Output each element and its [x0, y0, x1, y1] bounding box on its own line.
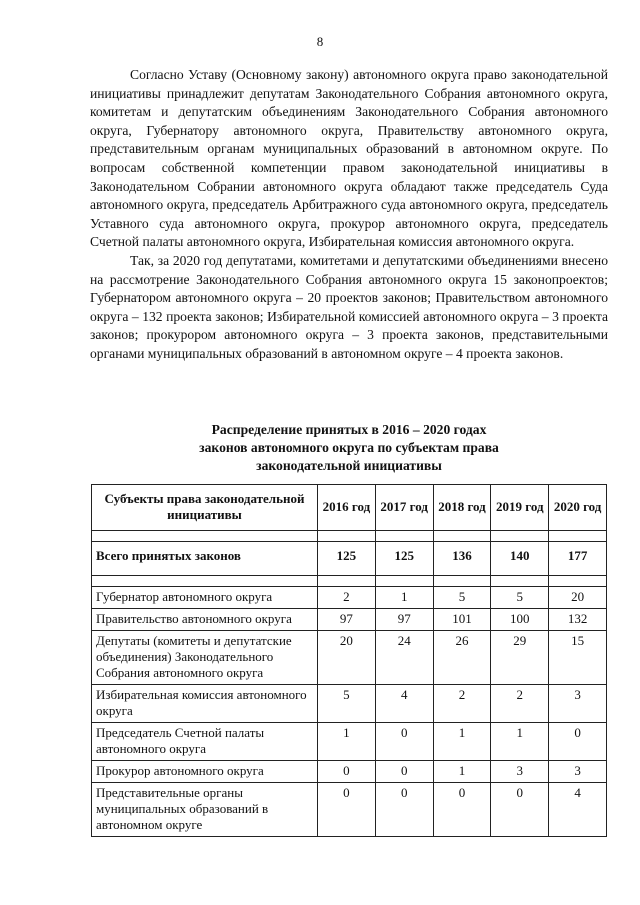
table-row — [92, 631, 607, 685]
cell-value: 0 — [318, 761, 376, 783]
paragraph: Согласно Уставу (Основному закону) автономного округа право законодательной инициативы принадлежит депутатам Законодательного Собрания автономного округа, комитетам и депутатским объединениям Законодательного Собрания автономного округа, Губернатору автономного округа, Правительству автономного округа, представительным органам муниципальных образований в автономном округе. По вопросам собственной компетенции правом законодательной инициативы в Законодательном Собрании автономного округа обладают также председатель Суда автономного округа, председатель Арбитражного суда автономного округа, председатель Уставного суда автономного округа, прокурор автономного округа, председатель Счетной палаты автономного округа, Избирательная комиссия автономного округа. — [90, 67, 608, 250]
row-label: Правительство автономного округа — [92, 609, 318, 631]
cell-value: 97 — [375, 609, 433, 631]
row-label: Всего принятых законов — [92, 542, 318, 576]
cell-value: 1 — [491, 723, 549, 761]
cell-value: 132 — [549, 609, 607, 631]
spacer-row — [92, 576, 607, 587]
table-row — [92, 685, 607, 723]
cell-value: 1 — [433, 761, 491, 783]
cell-value: 24 — [375, 631, 433, 685]
table-header-row — [92, 485, 607, 531]
cell-value: 0 — [549, 723, 607, 761]
cell-value: 100 — [491, 609, 549, 631]
cell-value: 125 — [318, 542, 376, 576]
cell-value: 0 — [375, 783, 433, 837]
spacer-row — [92, 531, 607, 542]
table-title-line: Распределение принятых в 2016 – 2020 годах — [211, 422, 487, 437]
cell-value: 26 — [433, 631, 491, 685]
cell-value: 5 — [491, 587, 549, 609]
header-year: 2017 год — [375, 485, 433, 531]
table-title — [90, 421, 608, 475]
cell-value: 0 — [375, 723, 433, 761]
cell-value: 29 — [491, 631, 549, 685]
laws-distribution-table — [91, 484, 607, 837]
cell-value: 5 — [433, 587, 491, 609]
table-title-line: законов автономного округа по субъектам права — [199, 440, 499, 455]
cell-value: 177 — [549, 542, 607, 576]
cell-value: 3 — [549, 761, 607, 783]
cell-value: 20 — [549, 587, 607, 609]
cell-value: 3 — [491, 761, 549, 783]
body-text — [90, 66, 608, 364]
row-label: Губернатор автономного округа — [92, 587, 318, 609]
cell-value: 2 — [433, 685, 491, 723]
row-label: Избирательная комиссия автономного округа — [92, 685, 318, 723]
cell-value: 5 — [318, 685, 376, 723]
cell-value: 0 — [318, 783, 376, 837]
row-label: Председатель Счетной палаты автономного округа — [92, 723, 318, 761]
cell-value: 125 — [375, 542, 433, 576]
cell-value: 97 — [318, 609, 376, 631]
table-row — [92, 761, 607, 783]
cell-value: 2 — [491, 685, 549, 723]
cell-value: 0 — [433, 783, 491, 837]
table-row — [92, 783, 607, 837]
header-subject: Субъекты права законодательной инициативы — [92, 485, 318, 531]
row-label: Прокурор автономного округа — [92, 761, 318, 783]
table-title-line: законодательной инициативы — [256, 458, 442, 473]
cell-value: 20 — [318, 631, 376, 685]
total-row — [92, 542, 607, 576]
cell-value: 136 — [433, 542, 491, 576]
cell-value: 2 — [318, 587, 376, 609]
page-number: 8 — [316, 34, 324, 49]
header-year: 2016 год — [318, 485, 376, 531]
cell-value: 1 — [433, 723, 491, 761]
cell-value: 0 — [491, 783, 549, 837]
cell-value: 15 — [549, 631, 607, 685]
cell-value: 1 — [318, 723, 376, 761]
table-row — [92, 587, 607, 609]
header-year: 2020 год — [549, 485, 607, 531]
table-row — [92, 723, 607, 761]
cell-value: 101 — [433, 609, 491, 631]
cell-value: 0 — [375, 761, 433, 783]
row-label: Представительные органы муниципальных образований в автономном округе — [92, 783, 318, 837]
cell-value: 1 — [375, 587, 433, 609]
table-row — [92, 609, 607, 631]
cell-value: 140 — [491, 542, 549, 576]
row-label: Депутаты (комитеты и депутатские объединения) Законодательного Собрания автономного округа — [92, 631, 318, 685]
cell-value: 4 — [549, 783, 607, 837]
header-year: 2019 год — [491, 485, 549, 531]
cell-value: 3 — [549, 685, 607, 723]
header-year: 2018 год — [433, 485, 491, 531]
paragraph: Так, за 2020 год депутатами, комитетами и депутатскими объединениями внесено на рассмотрение Законодательного Собрания автономного округа 15 законопроектов; Губернатором автономного округа – 20 проектов законов; Правительством автономного округа – 132 проекта законов; Избирательной комиссией автономного округа – 3 проекта законов; прокурором автономного округа – 3 проекта законов, представительными органами муниципальных образований в автономном округе – 4 проекта законов. — [90, 252, 608, 361]
cell-value: 4 — [375, 685, 433, 723]
